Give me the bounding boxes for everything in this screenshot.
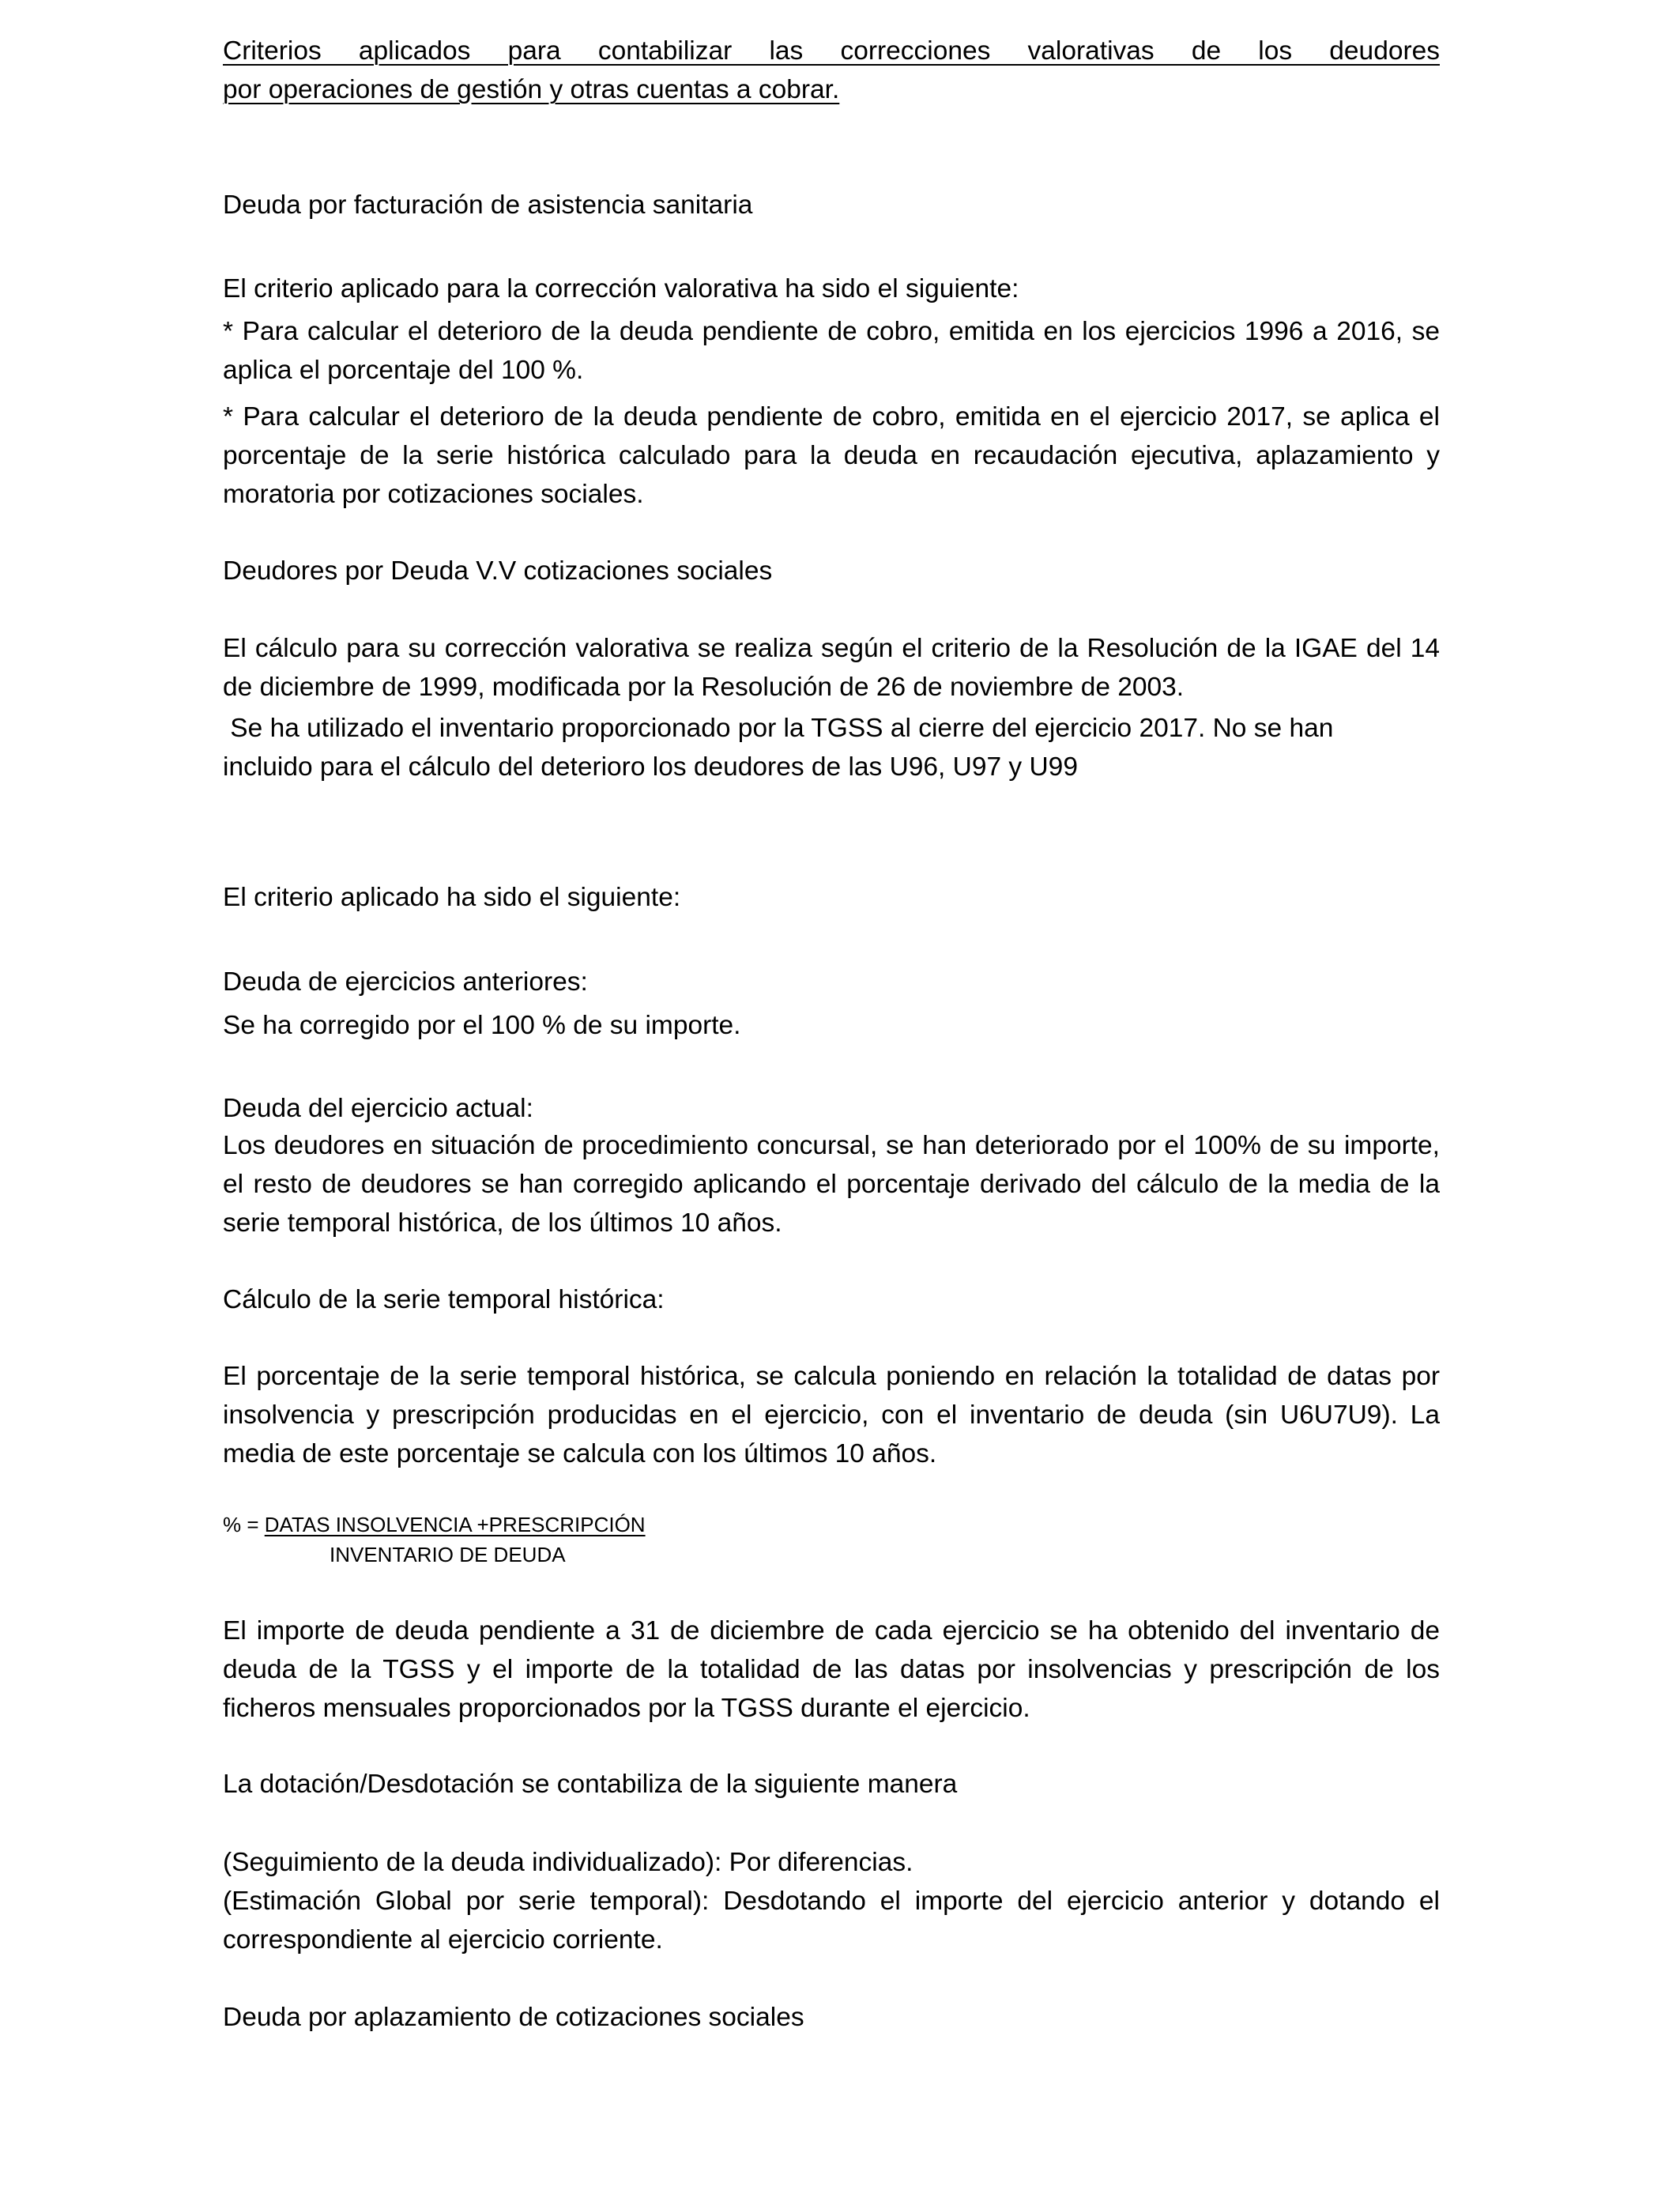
formula-numerator: DATAS INSOLVENCIA +PRESCRIPCIÓN	[264, 1513, 646, 1536]
s5-title: Deuda por aplazamiento de cotizaciones sociales	[223, 2003, 804, 2032]
formula-denominator: INVENTARIO DE DEUDA	[330, 1543, 566, 1566]
s2-p2-line-1: Se ha utilizado el inventario proporcionado por la TGSS al cierre del ejercicio 2017. No se han	[223, 714, 1334, 743]
s3-previous-text: Se ha corregido por el 100 % de su importe.	[223, 1011, 741, 1040]
s4-paragraph-2: El importe de deuda pendiente a 31 de diciembre de cada ejercicio se ha obtenido del inventario de deuda de la TGSS y el importe de la totalidad de las datas por insolvencias y prescripción de los ficheros mensuales proporcionados por la TGSS durante el ejercicio.	[223, 1616, 1440, 1723]
s4-paragraph-3: La dotación/Desdotación se contabiliza de la siguiente manera	[223, 1770, 958, 1799]
formula-prefix: % =	[223, 1513, 265, 1536]
s2-title: Deudores por Deuda V.V cotizaciones sociales	[223, 556, 773, 586]
s1-intro: El criterio aplicado para la corrección valorativa ha sido el siguiente:	[223, 274, 1019, 303]
s3-previous-title: Deuda de ejercicios anteriores:	[223, 967, 588, 997]
s2-paragraph-1: El cálculo para su corrección valorativa se realiza según el criterio de la Resolución de la IGAE del 14 de diciembre de 1999, modificada por la Resolución de 26 de noviembre de 2003.	[223, 634, 1440, 702]
formula	[223, 1510, 1440, 1570]
s2-paragraph-2	[223, 709, 1487, 786]
s4-paragraph-1: El porcentaje de la serie temporal histórica, se calcula poniendo en relación la totalidad de datas por insolvencia y prescripción producidas en el ejercicio, con el inventario de deuda (sin U6U7U9). La media de este porcentaje se calcula con los últimos 10 años.	[223, 1362, 1440, 1468]
heading-line-2: por operaciones de gestión y otras cuentas a cobrar.	[223, 75, 840, 104]
s4-title: Cálculo de la serie temporal histórica:	[223, 1285, 665, 1314]
s2-p2-line-2: incluido para el cálculo del deterioro los deudores de las U96, U97 y U99	[223, 752, 1078, 782]
s4-paragraph-4	[223, 1843, 1440, 1959]
s4-p4-line-1: (Seguimiento de la deuda individualizado): Por diferencias.	[223, 1848, 913, 1877]
s3-current-text: Los deudores en situación de procedimiento concursal, se han deteriorado por el 100% de su importe, el resto de deudores se han corregido aplicando el porcentaje derivado del cálculo de la media de la serie temporal histórica, de los últimos 10 años.	[223, 1131, 1440, 1238]
section-heading	[223, 32, 1440, 109]
s3-current-title: Deuda del ejercicio actual:	[223, 1094, 533, 1123]
s1-bullet-2: * Para calcular el deterioro de la deuda pendiente de cobro, emitida en el ejercicio 2017, se aplica el porcentaje de la serie histórica calculado para la deuda en recaudación ejecutiva, aplazamiento y moratoria por cotizaciones sociales.	[223, 402, 1440, 509]
s1-bullet-1: * Para calcular el deterioro de la deuda pendiente de cobro, emitida en los ejercicios 1996 a 2016, se aplica el porcentaje del 100 %.	[223, 317, 1440, 385]
s1-title: Deuda por facturación de asistencia sanitaria	[223, 190, 753, 220]
s4-p4-line-2: (Estimación Global por serie temporal): Desdotando el importe del ejercicio anterior y dotando el correspondiente al ejercicio corriente.	[223, 1887, 1440, 1955]
s3-intro: El criterio aplicado ha sido el siguiente:	[223, 883, 681, 912]
heading-line-1: Criterios aplicados para contabilizar las correcciones valorativas de los deudores	[223, 36, 1440, 66]
